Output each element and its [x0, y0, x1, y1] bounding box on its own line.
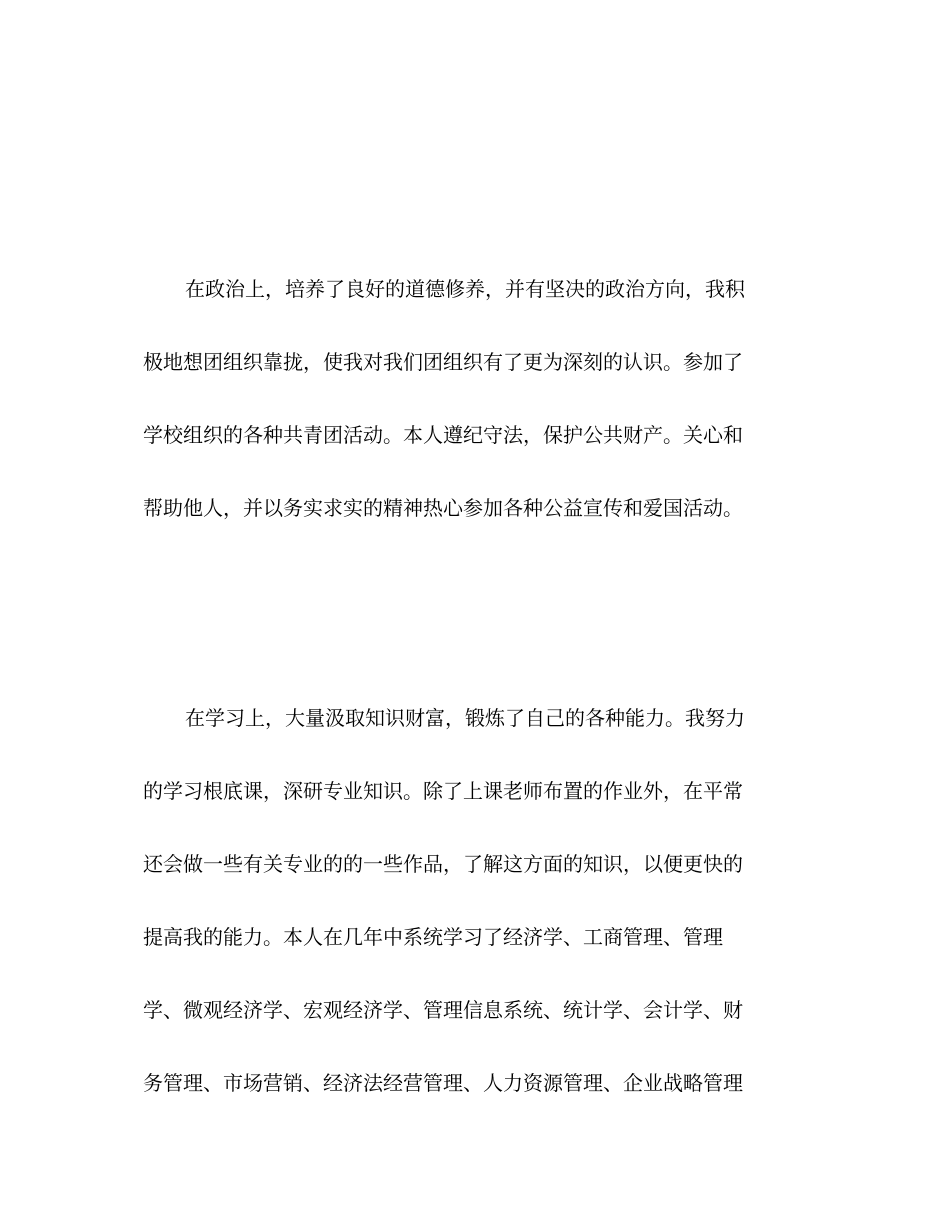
- paragraph-politics: [143, 274, 795, 566]
- paragraph-line: 在学习上，大量汲取知识财富，锻炼了自己的各种能力。我努力: [185, 706, 745, 730]
- paragraph-line: 学、微观经济学、宏观经济学、管理信息系统、统计学、会计学、财: [143, 998, 743, 1022]
- paragraph-line: 提高我的能力。本人在几年中系统学习了经济学、工商管理、管理: [143, 925, 723, 949]
- paragraph-line: 帮助他人，并以务实求实的精神热心参加各种公益宣传和爱国活动。: [143, 496, 743, 520]
- paragraph-line: 还会做一些有关专业的的一些作品，了解这方面的知识，以便更快的: [143, 852, 743, 876]
- paragraph-line: 在政治上，培养了良好的道德修养，并有坚决的政治方向，我积: [185, 277, 745, 301]
- paragraph-line: 学校组织的各种共青团活动。本人遵纪守法，保护公共财产。关心和: [143, 423, 743, 447]
- paragraph-line: 务管理、市场营销、经济法经营管理、人力资源管理、企业战略管理: [143, 1071, 743, 1095]
- paragraph-study: [143, 703, 795, 1141]
- paragraph-line: 的学习根底课，深研专业知识。除了上课老师布置的作业外，在平常: [143, 779, 743, 803]
- paragraph-line: 极地想团组织靠拢，使我对我们团组织有了更为深刻的认识。参加了: [143, 350, 743, 374]
